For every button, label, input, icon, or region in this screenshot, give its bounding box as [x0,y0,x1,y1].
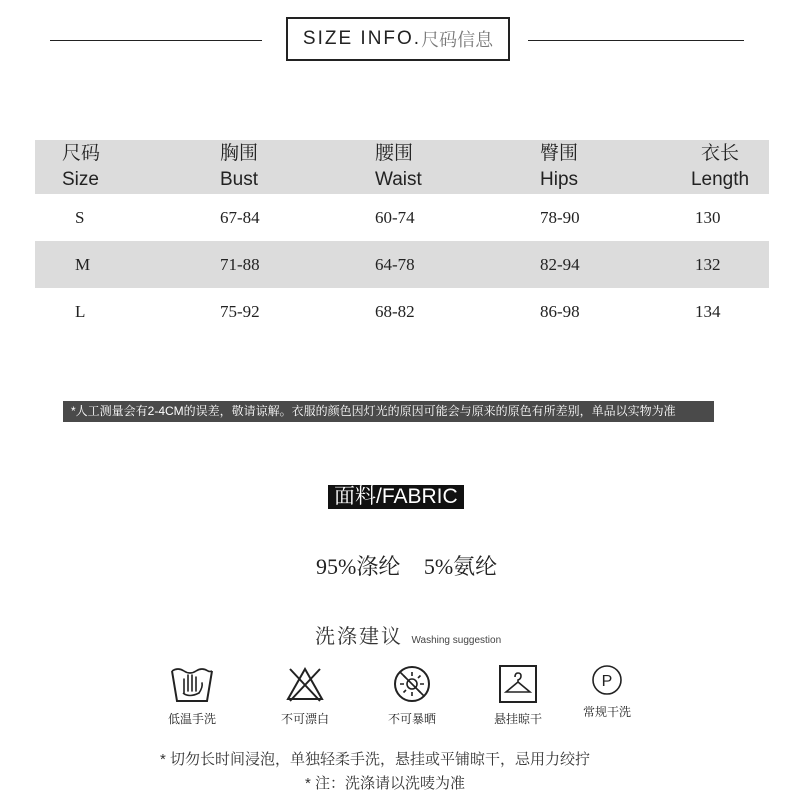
column-header-size [62,140,100,194]
size-cell: L [75,301,86,321]
size-cell: S [75,207,85,227]
size-table [35,140,769,335]
column-header-cn: 尺码 [62,143,101,164]
no-sun-exposure-icon [389,663,435,705]
svg-text:P: P [601,673,613,690]
washing-note: * 切勿长时间浸泡，单独轻柔手洗，悬挂或平铺晾干，忌用力绞拧 [160,751,591,768]
size-info-title [286,17,510,61]
no-bleach-icon [282,663,328,705]
care-item-dry-clean [562,663,652,720]
care-label: 常规干洗 [582,705,631,719]
column-header-en: Waist [375,169,422,190]
bust-cell: 71-88 [220,254,260,274]
care-item-no-bleach [260,663,350,727]
care-label: 不可暴晒 [387,712,436,726]
washing-label-note: * 注：洗涤请以洗唛为准 [305,775,466,792]
waist-cell: 60-74 [375,207,415,227]
waist-cell: 68-82 [375,301,415,321]
care-item-hand-wash [147,663,237,727]
column-header-en: Hips [540,169,579,190]
care-label: 低温手洗 [167,712,216,726]
table-row [35,194,769,241]
fabric-composition: 95%涤纶 5%氨纶 [316,554,498,579]
column-header-bust [220,140,258,194]
column-header-en: Length [690,169,750,190]
length-cell: 134 [695,301,721,321]
hang-dry-icon [495,663,541,705]
dry-clean-icon [584,663,630,705]
column-header-cn: 衣长 [700,143,739,164]
hips-cell: 86-98 [540,301,580,321]
length-cell: 130 [695,207,721,227]
care-label: 不可漂白 [280,712,329,726]
column-header-cn: 臀围 [540,143,579,164]
column-header-en: Bust [220,169,259,190]
size-cell: M [75,254,91,274]
bust-cell: 67-84 [220,207,260,227]
header-line-left [50,40,262,41]
column-header-waist [375,140,422,194]
table-row [35,288,769,335]
length-cell: 132 [695,254,721,274]
column-header-cn: 胸围 [220,143,259,164]
fabric-label: 面料/FABRIC [328,485,464,509]
care-item-hang-dry [473,663,563,727]
size-info-title-en: SIZE INFO. [302,28,422,49]
care-item-no-sun [367,663,457,727]
size-info-title-cn: 尺码信息 [421,30,494,50]
column-header-length [688,140,752,194]
column-header-cn: 腰围 [375,143,414,164]
bust-cell: 75-92 [220,301,260,321]
warm-hand-wash-icon [169,663,215,705]
measurement-disclaimer: *人工测量会有2-4CM的误差，敬请谅解。衣服的颜色因灯光的原因可能会与原来的原色有所差别，单品以实物为准 [63,401,714,422]
column-header-en: Size [62,169,99,190]
column-header-hips [540,140,578,194]
hips-cell: 82-94 [540,254,580,274]
care-label: 悬挂晾干 [493,712,542,726]
washing-title [315,620,501,649]
waist-cell: 64-78 [375,254,415,274]
header-line-right [528,40,744,41]
table-row [35,241,769,288]
washing-title-cn: 洗涤建议 [315,626,403,648]
size-table-header [35,140,769,194]
washing-title-en: Washing suggestion [411,635,502,646]
hips-cell: 78-90 [540,207,580,227]
